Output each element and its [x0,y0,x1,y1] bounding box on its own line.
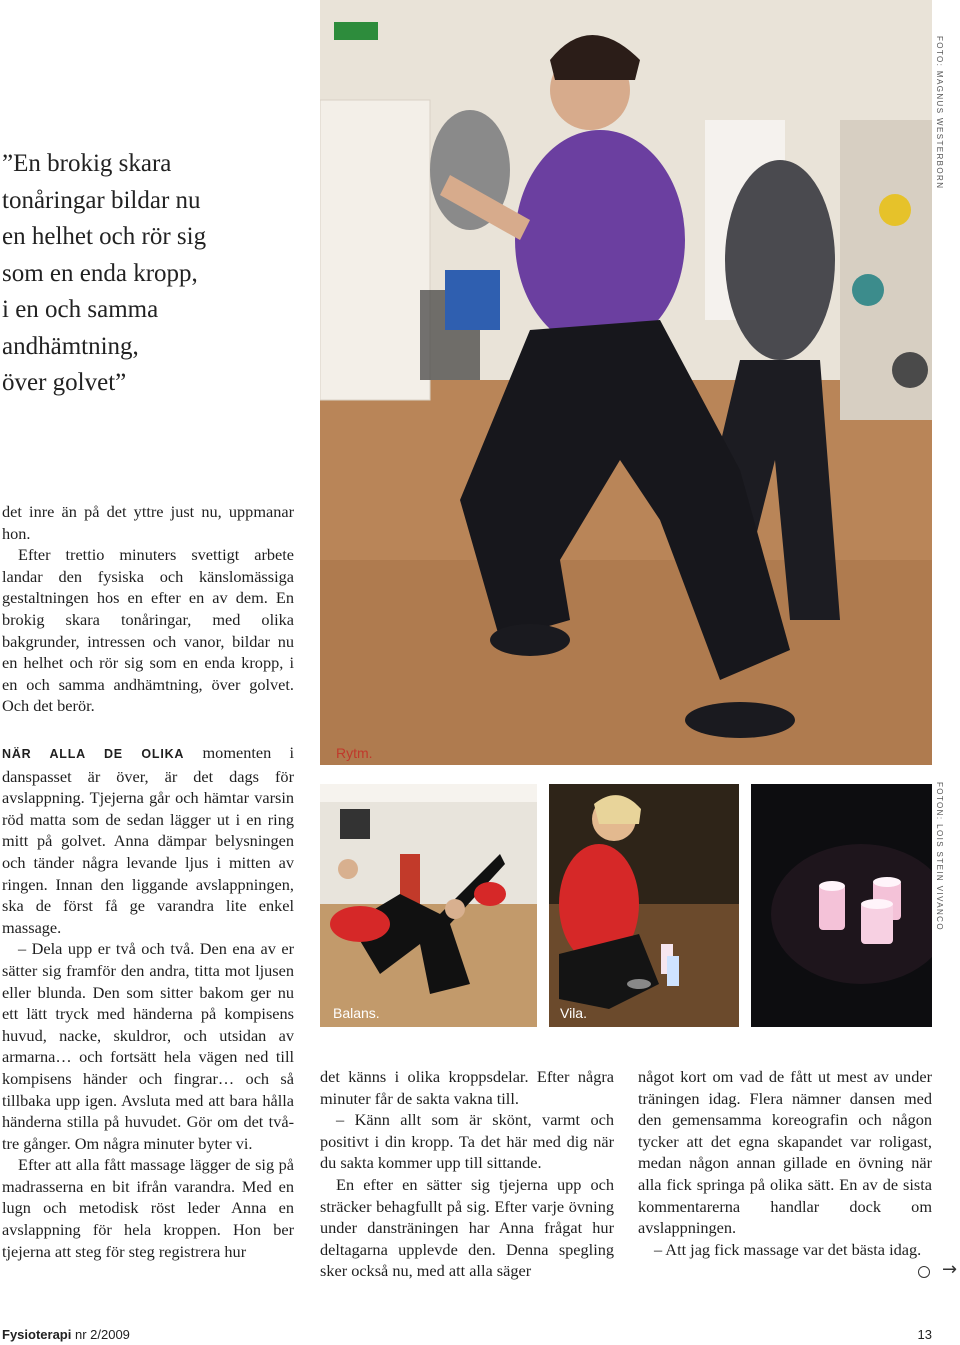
footer-issue [2,1327,130,1342]
article-end-circle-icon [918,1266,930,1278]
candles-photo [751,784,932,1027]
caption-rhythm: Rytm. [336,745,373,761]
rest-photo [549,784,739,1027]
strip-photo-credit: FOTON: LOIS STEIN VIVANCO [935,782,944,931]
paragraph: Efter trettio minuters svettigt arbete landar den fysiska och känslomässiga gestaltningen hos en efter en av dem. En brokig skara tonåringar, med olika bakgrunder, intressen och vanor, bildar nu en helhet och rör sig som en enda kropp, i en och samma andhämtning, över golvet. Och det berör. [2,545,294,716]
pull-quote-line: över golvet” [2,369,127,396]
paragraph-rest: momenten i danspasset är över, är det dags för avslappning. Tjejerna går och hämtar varsin röd matta som de sedan lägger ut i en ring mitt på golvet. Anna dämpar belysningen och tänder några levande ljus i mitten av ringen. Innan den liggande avslappningen, ska de först få ge varandra lite enkel massage. [2,743,294,937]
left-column-main [2,742,294,1262]
paragraph: – Dela upp er två och två. Den ena av er sätter sig framför den andra, titta mot ljusen eller blunda. Den som sitter bakom ger nu ett lätt tryck med händerna på kompisens huvud, nacke, skuldror, och utsidan av armarna… och fortsätt hela vägen ned till kompisens händer och fingrar… och så tillbaka upp igen. Avsluta med att bara hålla händerna stilla på huvudet. Gör om det två-tre gånger. Om några minuter byter vi. [2,939,294,1153]
middle-column [320,1066,614,1282]
left-column-top [2,501,294,717]
paragraph: Efter att alla fått massage lägger de sig på madrasserna en bit ifrån varandra. Med en lugn och metodisk röst leder Anna en avslappning för hela kroppen. Hon ber tjejerna att steg för steg registrera hur [2,1155,294,1261]
pull-quote-line: en helhet och rör sig [2,223,207,250]
caption-balance: Balans. [333,1005,380,1021]
magazine-name: Fysioterapi [2,1327,72,1342]
pull-quote-line: ”En brokig skara [2,150,172,177]
paragraph: något kort om vad de fått ut mest av under träningen idag. Flera nämner dansen med den gemensamma koreografin och någon tycker att det egna skapandet var roligast, medan någon annan gillade en övning när alla fick springa på olika sätt. En av de sista kommentarerna handlar dock om avslappningen. [638,1067,932,1238]
run-in-heading: NÄR ALLA DE OLIKA [2,747,185,761]
pull-quote-line: andhämtning, [2,332,139,360]
paragraph [2,742,294,938]
paragraph: det känns i olika kroppsdelar. Efter några minuter får de sakta vakna till. [320,1067,614,1108]
pull-quote [2,146,302,402]
balance-photo [320,784,537,1027]
page-number: 13 [917,1327,932,1342]
main-dance-photo [320,0,932,765]
caption-rest: Vila. [560,1005,587,1021]
pull-quote-line: som en enda kropp, [2,259,198,287]
paragraph: En efter en sätter sig tjejerna upp och sträcker behagfullt på sig. Efter varje övning under dansträningen har Anna frågat hur deltagarna upplevde den. Denna spegling sker också nu, med att alla säger [320,1174,614,1281]
main-photo-credit: FOTO: MAGNUS WESTERBORN [935,36,944,190]
right-column [638,1066,932,1260]
issue-number: nr 2/2009 [74,1327,130,1342]
pull-quote-line: tonåringar bildar nu [2,186,201,214]
paragraph: det inre än på det yttre just nu, uppmanar hon. [2,502,294,543]
paragraph: – Känn allt som är skönt, varmt och positivt i din kropp. Ta det här med dig när du sakta kommer upp till sittande. [320,1110,614,1173]
continue-arrow-icon: → [942,1259,958,1280]
paragraph: – Att jag fick massage var det bästa idag. [654,1239,922,1259]
pull-quote-line: i en och samma [2,296,159,323]
